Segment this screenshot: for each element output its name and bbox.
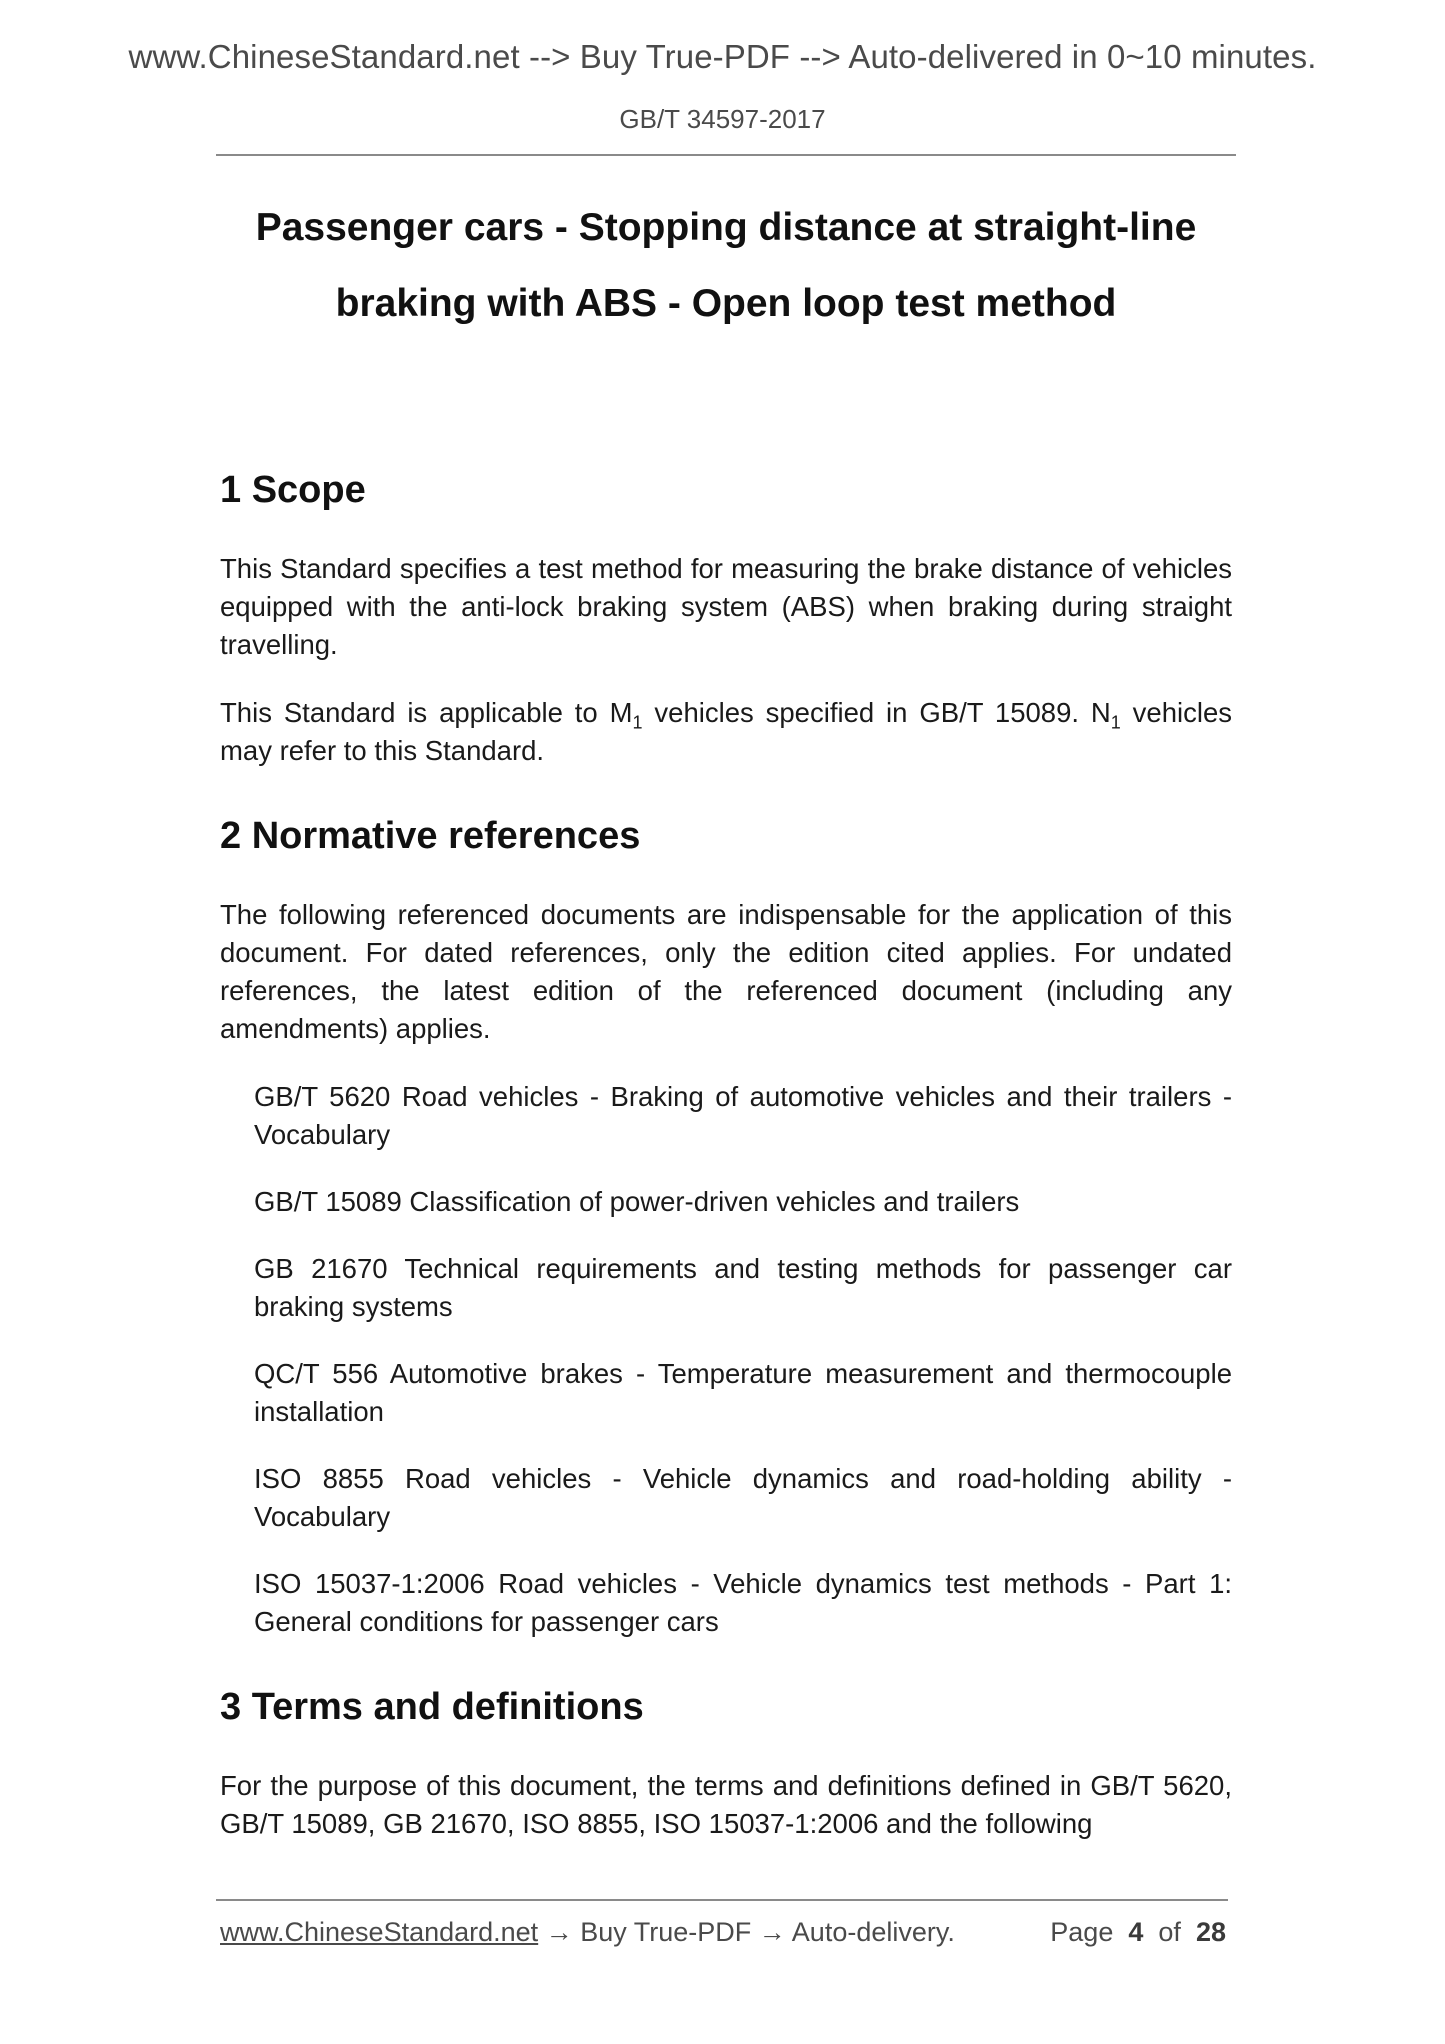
- document-code: GB/T 34597-2017: [619, 104, 826, 134]
- scope-p2-text-1: This Standard is applicable to M: [220, 697, 633, 728]
- scope-p2-text-2: vehicles specified in GB/T 15089. N: [642, 697, 1111, 728]
- reference-list: [220, 1078, 1232, 1641]
- header-banner: www.ChineseStandard.net --> Buy True-PDF --> Auto-delivered in 0~10 minutes.: [128, 38, 1317, 75]
- footer-buy-text: Buy True-PDF: [580, 1917, 752, 1947]
- total-pages-number: 28: [1195, 1917, 1226, 1947]
- page-indicator: [1050, 1917, 1226, 1948]
- section-heading-scope: 1 Scope: [220, 469, 366, 511]
- scope-p2-subscript-2: 1: [1110, 712, 1121, 733]
- reference-item: GB/T 5620 Road vehicles - Braking of automotive vehicles and their trailers - Vocabulary: [254, 1081, 1232, 1150]
- document-title-line-2: braking with ABS - Open loop test method: [335, 282, 1117, 325]
- scope-p2-text-3: vehicles may refer to this Standard.: [220, 697, 1232, 766]
- current-page-number: 4: [1128, 1917, 1144, 1947]
- document-title: [220, 190, 1232, 342]
- scope-paragraph-1: This Standard specifies a test method for measuring the brake distance of vehicles equipped with the anti-lock braking system (ABS) when braking during straight travelling.: [220, 553, 1232, 660]
- reference-item: GB 21670 Technical requirements and testing methods for passenger car braking systems: [254, 1253, 1232, 1322]
- arrow-right-icon: →: [545, 1917, 573, 1947]
- section-heading-terms-and-definitions: 3 Terms and definitions: [220, 1686, 644, 1728]
- footer-divider: [216, 1899, 1228, 1901]
- section-heading-normative-references: 2 Normative references: [220, 815, 641, 857]
- document-body: [220, 190, 1232, 1843]
- document-title-line-1: Passenger cars - Stopping distance at straight-line: [255, 206, 1197, 249]
- page-footer: [220, 1917, 1226, 1948]
- reference-item: QC/T 556 Automotive brakes - Temperature measurement and thermocouple installation: [254, 1358, 1232, 1427]
- page-label: Page: [1050, 1917, 1114, 1947]
- arrow-right-icon: →: [758, 1917, 786, 1947]
- scope-p2-subscript-1: 1: [632, 712, 643, 733]
- terms-paragraph-1: For the purpose of this document, the terms and definitions defined in GB/T 5620, GB/T 15089, GB 21670, ISO 8855, ISO 15037-1:2006 and the following: [220, 1770, 1232, 1839]
- footer-site-link[interactable]: www.ChineseStandard.net: [220, 1917, 539, 1947]
- scope-paragraph-2: [220, 694, 1232, 770]
- normative-intro-paragraph: The following referenced documents are indispensable for the application of this document. For dated references, only the edition cited applies. For undated references, the latest edition of the referenced document (including any amendments) applies.: [220, 899, 1232, 1044]
- page-of-label: of: [1158, 1917, 1181, 1947]
- footer-delivery-text: Auto-delivery.: [791, 1917, 955, 1947]
- reference-item: ISO 8855 Road vehicles - Vehicle dynamics and road-holding ability - Vocabulary: [254, 1463, 1232, 1532]
- reference-item: GB/T 15089 Classification of power-driven vehicles and trailers: [254, 1186, 1020, 1217]
- header-divider: [216, 154, 1236, 156]
- reference-item: ISO 15037-1:2006 Road vehicles - Vehicle dynamics test methods - Part 1: General conditions for passenger cars: [254, 1568, 1232, 1637]
